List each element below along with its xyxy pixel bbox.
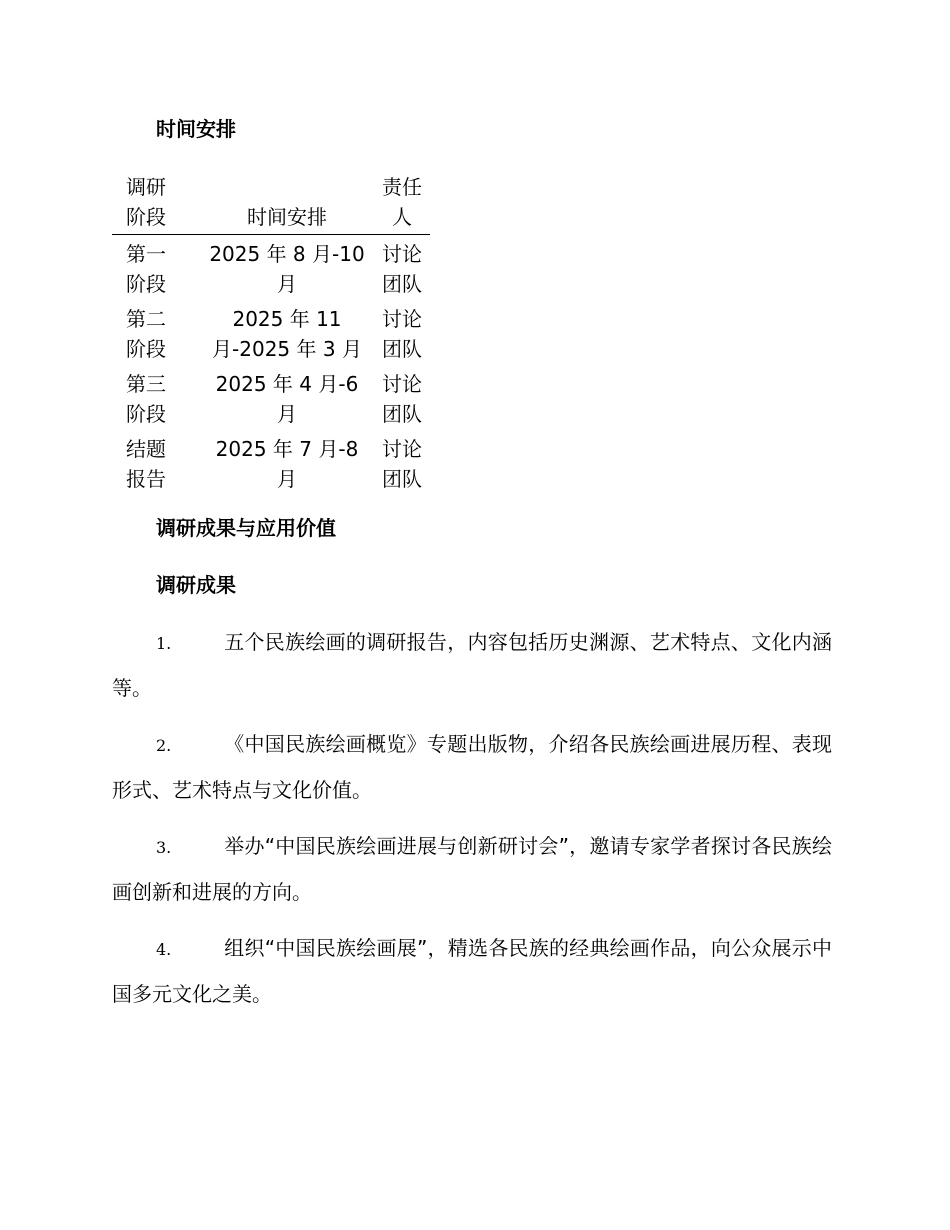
list-item xyxy=(112,926,832,1016)
cell-time: 2025 年 4 月-6 月 xyxy=(215,372,359,426)
section-heading-outcomes-value: 调研成果与应用价值 xyxy=(156,516,336,540)
table-row xyxy=(112,369,430,434)
list-text: 五个民族绘画的调研报告，内容包括历史渊源、艺术特点、文化内涵等。 xyxy=(112,630,832,700)
cell-stage: 结题报告 xyxy=(126,437,166,491)
header-stage: 调研阶段 xyxy=(126,175,166,229)
cell-stage: 第一阶段 xyxy=(126,242,166,296)
list-item xyxy=(112,620,832,710)
cell-owner: 讨论团队 xyxy=(382,372,422,426)
section-heading-schedule: 时间安排 xyxy=(156,117,236,141)
list-number: 3. xyxy=(156,838,172,857)
section-heading-outcomes: 调研成果 xyxy=(156,573,236,597)
list-text: 《中国民族绘画概览》专题出版物，介绍各民族绘画进展历程、表现形式、艺术特点与文化价值。 xyxy=(112,732,832,802)
table-row xyxy=(112,235,430,305)
schedule-table xyxy=(112,172,430,499)
table-row xyxy=(112,304,430,369)
list-item xyxy=(112,722,832,812)
list-text: 举办“中国民族绘画进展与创新研讨会”，邀请专家学者探讨各民族绘画创新和进展的方向。 xyxy=(112,834,832,904)
list-number: 2. xyxy=(156,736,172,755)
list-number: 1. xyxy=(156,634,172,653)
cell-owner: 讨论团队 xyxy=(382,307,422,361)
list-number: 4. xyxy=(156,940,172,959)
header-owner: 责任人 xyxy=(382,175,422,229)
header-time: 时间安排 xyxy=(247,205,327,229)
list-item xyxy=(112,824,832,914)
cell-stage: 第二阶段 xyxy=(126,307,166,361)
cell-time: 2025 年 11 月-2025 年 3 月 xyxy=(212,307,362,361)
cell-owner: 讨论团队 xyxy=(382,437,422,491)
table-row xyxy=(112,434,430,499)
cell-owner: 讨论团队 xyxy=(382,242,422,296)
cell-time: 2025 年 8 月-10 月 xyxy=(209,242,365,296)
cell-stage: 第三阶段 xyxy=(126,372,166,426)
cell-time: 2025 年 7 月-8 月 xyxy=(215,437,359,491)
list-text: 组织“中国民族绘画展”，精选各民族的经典绘画作品，向公众展示中国多元文化之美。 xyxy=(112,936,832,1006)
table-header-row xyxy=(112,172,430,235)
